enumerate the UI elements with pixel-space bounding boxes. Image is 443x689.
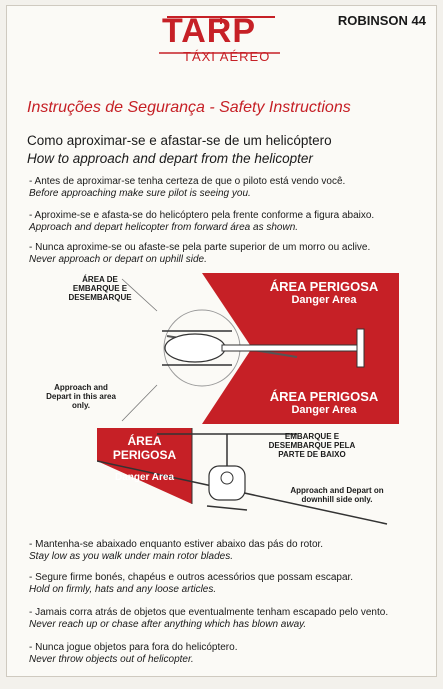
approach-area-label: Approach and Depart in this area only. <box>46 383 116 410</box>
safety-card <box>6 5 437 677</box>
instruction-pt: - Antes de aproximar-se tenha certeza de que o piloto está vendo você. <box>29 176 346 187</box>
danger-area-top-en: Danger Area <box>291 294 357 306</box>
slope-boarding-label: EMBARQUE E DESEMBARQUE PELA PARTE DE BAIXO <box>268 432 356 459</box>
page-title: Instruções de Segurança - Safety Instructions <box>27 99 351 116</box>
logo-subtitle: TÁXI AÉREO <box>183 49 271 64</box>
instruction-item <box>29 242 429 266</box>
instruction-pt: - Jamais corra atrás de objetos que eventualmente tenham escapado pelo vento. <box>29 607 389 618</box>
instruction-en: Before approaching make sure pilot is seeing you. <box>29 188 251 199</box>
instruction-en: Hold on firmly, hats and any loose articles. <box>29 584 217 595</box>
instruction-en: Never approach or depart on uphill side. <box>29 254 207 265</box>
instruction-item <box>29 642 429 666</box>
danger-area-top-pt: ÁREA PERIGOSA <box>269 279 379 294</box>
instruction-pt: - Nunca aproxime-se ou afaste-se pela parte superior de um morro ou aclive. <box>29 242 371 253</box>
logo-text: TARP <box>162 12 257 50</box>
instruction-en: Stay low as you walk under main rotor blades. <box>29 551 233 562</box>
danger-area-slope <box>97 434 192 483</box>
danger-area-slope-en: Danger Area <box>114 472 175 483</box>
boarding-area-label: ÁREA DE EMBARQUE E DESEMBARQUE <box>68 275 132 302</box>
instruction-item <box>29 539 429 563</box>
subtitle-en: How to approach and depart from the helicopter <box>27 151 313 166</box>
instruction-item <box>29 572 429 596</box>
instruction-item <box>29 210 429 234</box>
danger-area-top <box>249 279 399 306</box>
instruction-en: Approach and depart helicopter from forward área as shown. <box>29 222 299 233</box>
danger-area-bottom-pt: ÁREA PERIGOSA <box>269 389 379 404</box>
aircraft-model: ROBINSON 44 <box>337 13 426 28</box>
instruction-item <box>29 607 429 631</box>
instruction-pt: - Segure firme bonés, chapéus e outros acessórios que possam escapar. <box>29 572 354 583</box>
danger-area-slope-pt: ÁREA PERIGOSA <box>112 434 177 462</box>
slope-diagram <box>97 426 397 526</box>
approach-diagram <box>27 271 427 426</box>
danger-area-bottom <box>249 389 399 416</box>
instruction-pt: - Mantenha-se abaixado enquanto estiver abaixo das pás do rotor. <box>29 539 324 550</box>
slope-approach-label: Approach and Depart on downhill side only. <box>290 486 384 504</box>
instruction-item <box>29 176 429 200</box>
instruction-pt: - Nunca jogue objetos para fora do helicóptero. <box>29 642 238 653</box>
subtitle-pt: Como aproximar-se e afastar-se de um helicóptero <box>27 133 332 148</box>
danger-area-bottom-en: Danger Area <box>291 404 357 416</box>
instruction-en: Never throw objects out of helicopter. <box>29 654 194 665</box>
instruction-en: Never reach up or chase after anything which has blown away. <box>29 619 307 630</box>
instruction-pt: - Aproxime-se e afasta-se do helicóptero pela frente conforme a figura abaixo. <box>29 210 375 221</box>
